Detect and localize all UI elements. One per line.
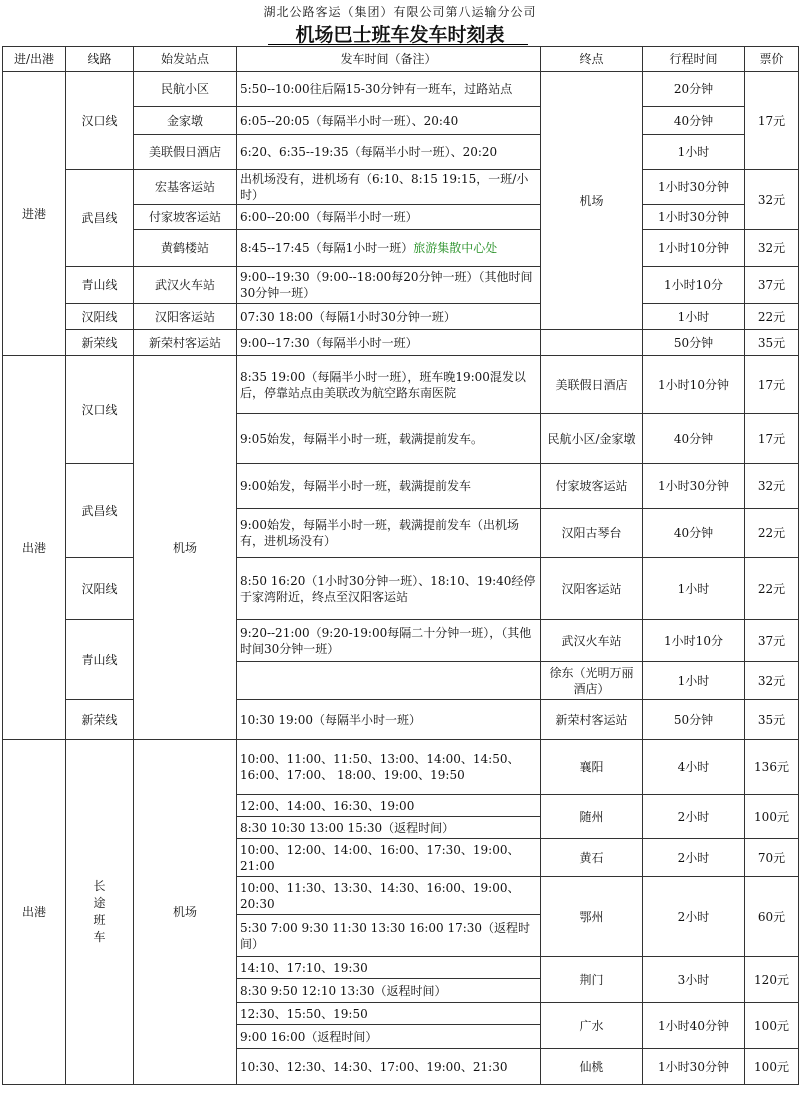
duration: 1小时30分钟	[643, 205, 745, 230]
destination: 仙桃	[541, 1049, 643, 1085]
duration: 1小时10分	[643, 620, 745, 662]
line-qingshan: 青山线	[66, 620, 134, 700]
price: 22元	[745, 509, 799, 558]
price: 100元	[745, 1049, 799, 1085]
duration: 1小时10分钟	[643, 356, 745, 414]
price: 37元	[745, 620, 799, 662]
table-row	[3, 330, 799, 356]
duration: 1小时10分	[643, 267, 745, 304]
origin-stop: 武汉火车站	[134, 267, 237, 304]
departure-time: 8:35 19:00（每隔半小时一班），班车晚19:00混发以后，停靠站点由美联改为航空路东南医院	[237, 356, 541, 414]
origin-airport: 机场	[134, 356, 237, 740]
time-text: 8:45--17:45（每隔1小时一班）	[240, 241, 414, 255]
price: 35元	[745, 330, 799, 356]
price: 100元	[745, 1003, 799, 1049]
company-name: 湖北公路客运（集团）有限公司第八运输分公司	[263, 5, 537, 19]
destination-airport: 机场	[541, 72, 643, 330]
duration: 2小时	[643, 877, 745, 957]
direction-arrive: 进港	[3, 72, 66, 356]
duration: 1小时	[643, 558, 745, 620]
return-time: 9:00 16:00（返程时间）	[237, 1025, 541, 1049]
duration: 40分钟	[643, 414, 745, 464]
col-header-duration: 行程时间	[643, 47, 745, 72]
line-hankou: 汉口线	[66, 356, 134, 464]
duration: 50分钟	[643, 330, 745, 356]
table-row	[3, 740, 799, 795]
departure-time	[237, 230, 541, 267]
origin-stop: 黄鹤楼站	[134, 230, 237, 267]
price: 17元	[745, 414, 799, 464]
price: 120元	[745, 957, 799, 1003]
header-row	[3, 47, 799, 72]
title-underline	[268, 44, 528, 45]
col-header-time: 发车时间（备注）	[237, 47, 541, 72]
origin-stop: 付家坡客运站	[134, 205, 237, 230]
line-qingshan: 青山线	[66, 267, 134, 304]
page-title: 机场巴士班车发车时刻表	[295, 24, 505, 46]
departure-time: 9:00--19:30（9:00--18:00每20分钟一班）（其他时间30分钟一班）	[237, 267, 541, 304]
direction-depart: 出港	[3, 356, 66, 740]
duration: 20分钟	[643, 72, 745, 107]
destination: 美联假日酒店	[541, 356, 643, 414]
line-xinrong: 新荣线	[66, 330, 134, 356]
departure-time: 12:00、14:00、16:30、19:00	[237, 795, 541, 817]
table-row	[3, 72, 799, 107]
line-hankou: 汉口线	[66, 72, 134, 170]
price: 37元	[745, 267, 799, 304]
departure-time: 6:05--20:05（每隔半小时一班）、20:40	[237, 107, 541, 135]
table-row	[3, 170, 799, 205]
origin-stop: 汉阳客运站	[134, 304, 237, 330]
departure-time: 6:00--20:00（每隔半小时一班）	[237, 205, 541, 230]
origin-stop: 宏基客运站	[134, 170, 237, 205]
departure-time: 10:00、11:30、13:30、14:30、16:00、19:00、20:30	[237, 877, 541, 915]
departure-time	[237, 662, 541, 700]
price: 32元	[745, 464, 799, 509]
duration: 1小时40分钟	[643, 1003, 745, 1049]
destination: 汉阳古琴台	[541, 509, 643, 558]
duration: 1小时10分钟	[643, 230, 745, 267]
departure-time: 10:30 19:00（每隔半小时一班）	[237, 700, 541, 740]
col-header-line: 线路	[66, 47, 134, 72]
duration: 50分钟	[643, 700, 745, 740]
departure-time: 10:30、12:30、14:30、17:00、19:00、21:30	[237, 1049, 541, 1085]
departure-time: 9:05始发，每隔半小时一班，载满提前发车。	[237, 414, 541, 464]
destination: 新荣村客运站	[541, 700, 643, 740]
table-row	[3, 620, 799, 662]
price: 32元	[745, 170, 799, 230]
price: 22元	[745, 558, 799, 620]
duration: 4小时	[643, 740, 745, 795]
price: 70元	[745, 839, 799, 877]
line-xinrong: 新荣线	[66, 700, 134, 740]
table-row	[3, 356, 799, 414]
table-row	[3, 304, 799, 330]
price: 17元	[745, 72, 799, 170]
origin-stop: 新荣村客运站	[134, 330, 237, 356]
col-header-origin: 始发站点	[134, 47, 237, 72]
line-longdistance	[66, 740, 134, 1085]
time-note: 旅游集散中心处	[413, 241, 498, 255]
duration: 40分钟	[643, 107, 745, 135]
destination	[541, 330, 643, 356]
destination: 民航小区/金家墩	[541, 414, 643, 464]
col-header-destination: 终点	[541, 47, 643, 72]
destination: 黄石	[541, 839, 643, 877]
line-wuchang: 武昌线	[66, 170, 134, 267]
line-hanyang: 汉阳线	[66, 304, 134, 330]
destination: 汉阳客运站	[541, 558, 643, 620]
duration: 2小时	[643, 795, 745, 839]
price: 22元	[745, 304, 799, 330]
destination: 广水	[541, 1003, 643, 1049]
return-time: 5:30 7:00 9:30 11:30 13:30 16:00 17:30（返程时间）	[237, 915, 541, 957]
duration: 1小时	[643, 662, 745, 700]
line-longdistance-label: 长途班车	[93, 879, 106, 944]
departure-time: 6:20、6:35--19:35（每隔半小时一班）、20:20	[237, 135, 541, 170]
line-hanyang: 汉阳线	[66, 558, 134, 620]
duration: 1小时30分钟	[643, 1049, 745, 1085]
origin-airport: 机场	[134, 740, 237, 1085]
price: 136元	[745, 740, 799, 795]
price: 32元	[745, 230, 799, 267]
duration: 2小时	[643, 839, 745, 877]
duration: 1小时30分钟	[643, 170, 745, 205]
table-row	[3, 700, 799, 740]
price: 35元	[745, 700, 799, 740]
direction-depart-longdistance: 出港	[3, 740, 66, 1085]
departure-time: 9:00--17:30（每隔半小时一班）	[237, 330, 541, 356]
departure-time: 14:10、17:10、19:30	[237, 957, 541, 979]
schedule-table	[2, 46, 799, 1085]
price: 100元	[745, 795, 799, 839]
origin-stop: 民航小区	[134, 72, 237, 107]
duration: 40分钟	[643, 509, 745, 558]
destination: 付家坡客运站	[541, 464, 643, 509]
table-row	[3, 267, 799, 304]
departure-time: 出机场没有，进机场有（6:10、8:15 19:15，一班/小时）	[237, 170, 541, 205]
return-time: 8:30 10:30 13:00 15:30（返程时间）	[237, 817, 541, 839]
origin-stop: 金家墩	[134, 107, 237, 135]
destination: 鄂州	[541, 877, 643, 957]
table-row	[3, 464, 799, 509]
destination: 武汉火车站	[541, 620, 643, 662]
departure-time: 9:20--21:00（9:20-19:00每隔二十分钟一班），（其他时间30分钟一班）	[237, 620, 541, 662]
duration: 3小时	[643, 957, 745, 1003]
departure-time: 10:00、11:00、11:50、13:00、14:00、14:50、16:00、17:00、 18:00、19:00、19:50	[237, 740, 541, 795]
destination: 荆门	[541, 957, 643, 1003]
departure-time: 12:30、15:50、19:50	[237, 1003, 541, 1025]
departure-time: 8:50 16:20（1小时30分钟一班）、18:10、19:40经停于家湾附近，终点至汉阳客运站	[237, 558, 541, 620]
duration: 1小时	[643, 304, 745, 330]
return-time: 8:30 9:50 12:10 13:30（返程时间）	[237, 979, 541, 1003]
destination: 襄阳	[541, 740, 643, 795]
departure-time: 5:50--10:00往后隔15-30分钟有一班车，过路站点	[237, 72, 541, 107]
price: 60元	[745, 877, 799, 957]
origin-stop: 美联假日酒店	[134, 135, 237, 170]
line-wuchang: 武昌线	[66, 464, 134, 558]
destination: 随州	[541, 795, 643, 839]
destination: 徐东（光明万丽酒店）	[541, 662, 643, 700]
col-header-price: 票价	[745, 47, 799, 72]
departure-time: 07:30 18:00（每隔1小时30分钟一班）	[237, 304, 541, 330]
duration: 1小时	[643, 135, 745, 170]
duration: 1小时30分钟	[643, 464, 745, 509]
col-header-direction: 进/出港	[3, 47, 66, 72]
departure-time: 9:00始发，每隔半小时一班，载满提前发车	[237, 464, 541, 509]
departure-time: 10:00、12:00、14:00、16:00、17:30、19:00、21:00	[237, 839, 541, 877]
price: 32元	[745, 662, 799, 700]
departure-time: 9:00始发，每隔半小时一班，载满提前发车（出机场有，进机场没有）	[237, 509, 541, 558]
table-row	[3, 558, 799, 620]
price: 17元	[745, 356, 799, 414]
